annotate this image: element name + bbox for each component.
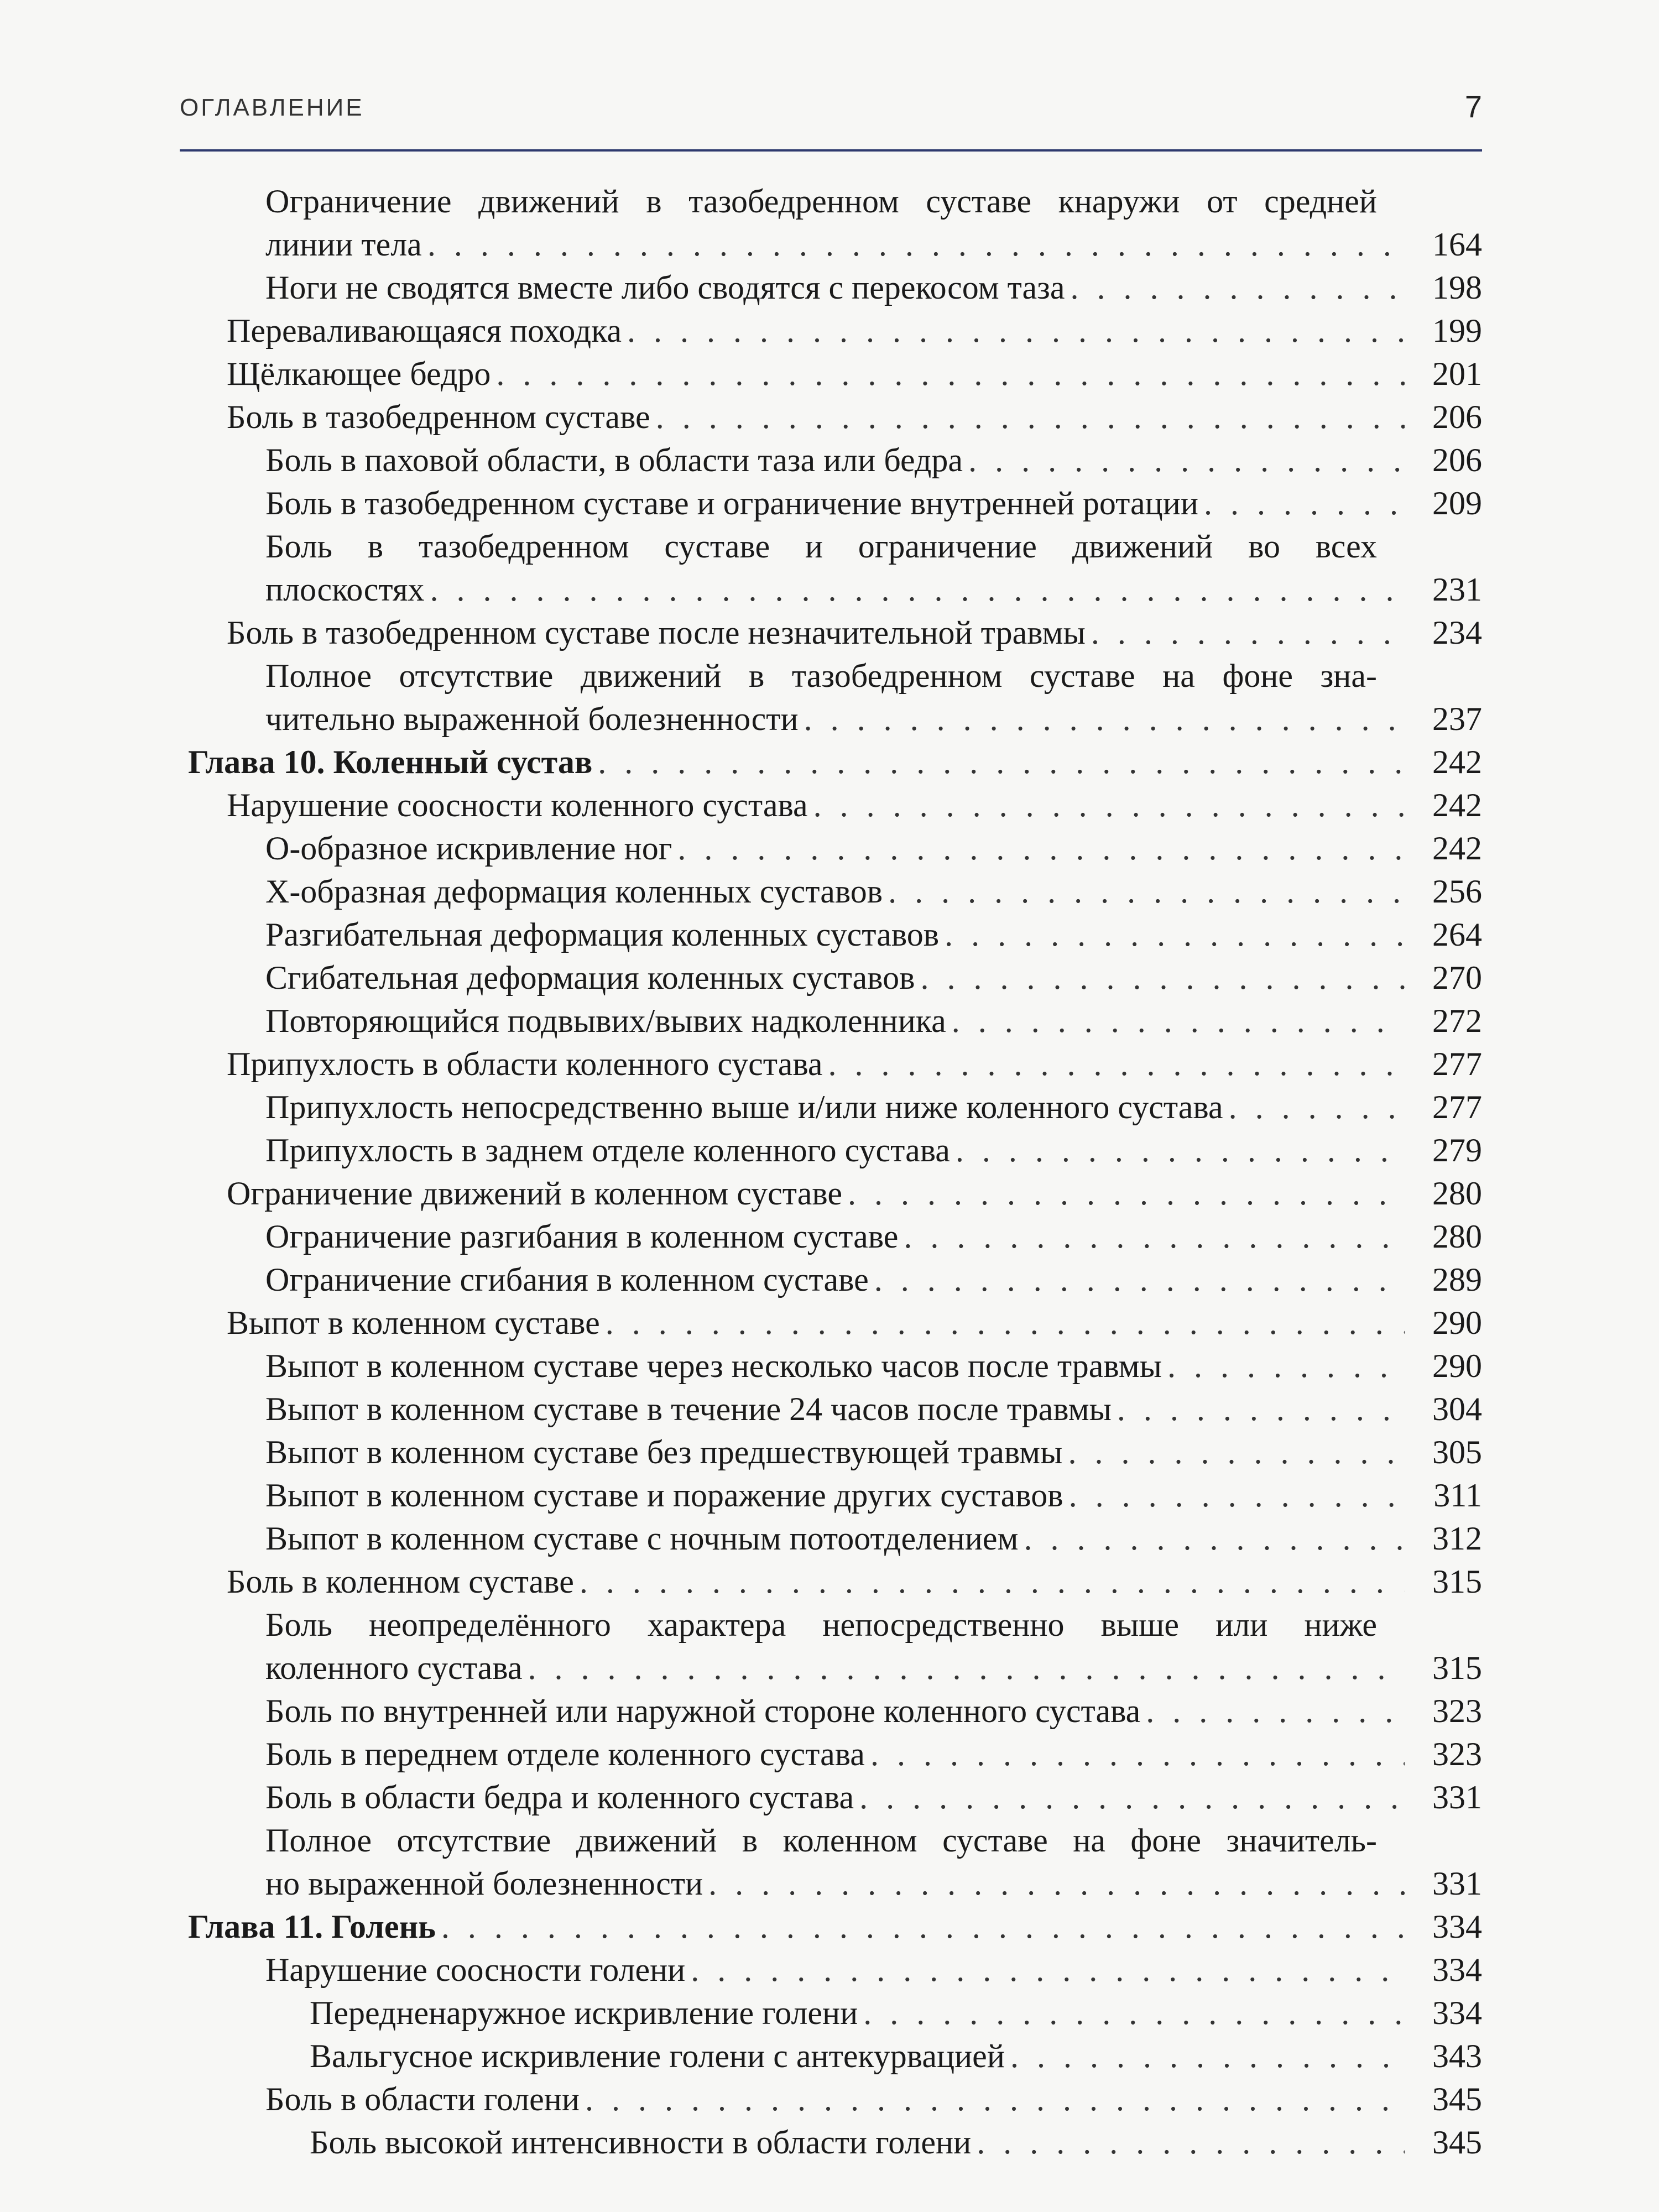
toc-entry-title: Полное отсутствие движений в коленном суставе на фоне значитель-: [265, 1822, 1377, 1859]
toc-page-number: 315: [1432, 1563, 1482, 1600]
toc-page-number: 256: [1432, 873, 1482, 910]
dot-leader: [677, 827, 1405, 870]
toc-entry-line: [265, 266, 1482, 309]
toc-entry: [188, 1560, 1482, 1603]
toc-entry: [188, 1948, 1482, 1991]
toc-entry-line: [265, 1733, 1482, 1776]
toc-page-number: 206: [1432, 442, 1482, 478]
toc-entry-line: [265, 1387, 1482, 1431]
dot-leader: [427, 223, 1405, 266]
dot-leader: [708, 1862, 1405, 1905]
toc-entry: [188, 1129, 1482, 1172]
toc-entry-title: линии тела: [265, 226, 422, 263]
dot-leader: [1069, 1474, 1405, 1517]
toc-entry: [188, 395, 1482, 439]
toc-page-number: 334: [1432, 1952, 1482, 1988]
toc-entry-line: [265, 870, 1482, 913]
running-head: ОГЛАВЛЕНИЕ: [180, 94, 364, 121]
toc-entry-line: [265, 1689, 1482, 1733]
toc-page-number: 277: [1432, 1089, 1482, 1125]
toc-entry-line: [227, 784, 1482, 827]
toc-entry: [188, 266, 1482, 309]
dot-leader: [606, 1301, 1405, 1344]
toc-entry: [188, 654, 1482, 740]
toc-entry-title: Боль в тазобедренном суставе: [227, 399, 650, 435]
toc-page-number: 290: [1432, 1348, 1482, 1384]
toc-entry-title: Боль в коленном суставе: [227, 1563, 574, 1600]
toc-entry-title: Переваливающаяся походка: [227, 312, 622, 349]
toc-entry: [188, 1733, 1482, 1776]
toc-entry: [188, 1689, 1482, 1733]
dot-leader: [828, 1042, 1405, 1086]
toc-chapter: [188, 1905, 1482, 1948]
table-of-contents: [188, 180, 1482, 2164]
toc-entry-title: Ограничение разгибания в коленном суставе: [265, 1218, 899, 1255]
toc-entry: [188, 439, 1482, 482]
toc-page-number: 206: [1432, 399, 1482, 435]
toc-page-number: 164: [1432, 226, 1482, 263]
toc-entry-line: [265, 1344, 1482, 1387]
toc-entry-title: Боль в паховой области, в области таза или бедра: [265, 442, 963, 478]
toc-entry-title: Боль высокой интенсивности в области голени: [310, 2124, 972, 2161]
toc-entry-line: [227, 1042, 1482, 1086]
toc-entry-title: Х-образная деформация коленных суставов: [265, 873, 883, 910]
toc-page-number: 343: [1432, 2038, 1482, 2074]
toc-entry: [188, 1172, 1482, 1215]
dot-leader: [859, 1776, 1405, 1819]
toc-entry-title: Сгибательная деформация коленных суставов: [265, 959, 915, 996]
toc-entry: [188, 1603, 1482, 1689]
toc-entry-line: [310, 1991, 1482, 2034]
toc-entry-line: [265, 654, 1482, 697]
dot-leader: [1229, 1086, 1405, 1129]
dot-leader: [496, 352, 1405, 395]
toc-page-number: 270: [1432, 959, 1482, 996]
toc-entry-title: Боль в тазобедренном суставе после незначительной травмы: [227, 614, 1086, 651]
toc-entry-line: [265, 1603, 1482, 1646]
toc-entry-line: [265, 999, 1482, 1042]
toc-entry: [188, 1776, 1482, 1819]
dot-leader: [1204, 482, 1405, 525]
toc-entry-line: [188, 740, 1482, 784]
dot-leader: [952, 999, 1405, 1042]
toc-entry-title: чительно выраженной болезненности: [265, 701, 799, 737]
toc-entry: [188, 1042, 1482, 1086]
toc-entry-line: [265, 1474, 1482, 1517]
dot-leader: [956, 1129, 1405, 1172]
toc-entry-title: Боль в области бедра и коленного сустава: [265, 1779, 854, 1815]
toc-entry-title: Полное отсутствие движений в тазобедренном суставе на фоне зна-: [265, 658, 1377, 694]
toc-page-number: 331: [1432, 1779, 1482, 1815]
toc-entry-line: [310, 2034, 1482, 2078]
toc-entry-title: Боль в области голени: [265, 2081, 580, 2117]
dot-leader: [1068, 1431, 1405, 1474]
toc-entry-line: [265, 1258, 1482, 1301]
dot-leader: [1146, 1689, 1405, 1733]
toc-entry-title: Передненаружное искривление голени: [310, 1995, 858, 2031]
toc-entry: [188, 1258, 1482, 1301]
toc-entry-line: [265, 1431, 1482, 1474]
toc-page-number: 323: [1432, 1736, 1482, 1772]
toc-entry-title: Выпот в коленном суставе в течение 24 часов после травмы: [265, 1391, 1112, 1427]
toc-entry-line: [265, 1948, 1482, 1991]
toc-page-number: 209: [1432, 485, 1482, 521]
toc-entry-title: плоскостях: [265, 571, 425, 608]
dot-leader: [1070, 266, 1405, 309]
header-rule: [180, 149, 1482, 152]
toc-entry-title: Выпот в коленном суставе: [227, 1305, 600, 1341]
toc-page-number: 237: [1432, 701, 1482, 737]
toc-page-number: 264: [1432, 916, 1482, 953]
toc-entry-line: [265, 439, 1482, 482]
toc-entry-line: [265, 482, 1482, 525]
toc-entry-title: О-образное искривление ног: [265, 830, 672, 867]
toc-entry: [188, 1517, 1482, 1560]
dot-leader: [804, 697, 1405, 740]
toc-entry: [188, 956, 1482, 999]
toc-entry: [188, 180, 1482, 266]
toc-entry-title: Припухлость в заднем отделе коленного сустава: [265, 1132, 950, 1168]
toc-entry-line: [265, 1776, 1482, 1819]
toc-entry-line: [265, 1646, 1482, 1689]
dot-leader: [848, 1172, 1405, 1215]
toc-entry-title: Нарушение соосности голени: [265, 1952, 686, 1988]
toc-entry-title: Ограничение сгибания в коленном суставе: [265, 1261, 869, 1298]
toc-entry-line: [265, 223, 1482, 266]
dot-leader: [627, 309, 1405, 352]
toc-entry-title: Выпот в коленном суставе через несколько часов после травмы: [265, 1348, 1162, 1384]
toc-entry: [188, 2078, 1482, 2121]
toc-page-number: 334: [1432, 1908, 1482, 1945]
toc-entry-line: [227, 352, 1482, 395]
toc-entry-title: Боль в переднем отделе коленного сустава: [265, 1736, 865, 1772]
dot-leader: [863, 1991, 1405, 2034]
dot-leader: [977, 2121, 1405, 2164]
toc-page-number: 242: [1432, 787, 1482, 823]
dot-leader: [598, 740, 1405, 784]
toc-entry-title: Глава 11. Голень: [188, 1908, 436, 1945]
toc-entry-line: [265, 1819, 1482, 1862]
toc-entry-line: [265, 2078, 1482, 2121]
dot-leader: [870, 1733, 1405, 1776]
toc-entry-title: Выпот в коленном суставе без предшествующей травмы: [265, 1434, 1063, 1470]
toc-entry: [188, 1387, 1482, 1431]
toc-entry-title: но выраженной болезненности: [265, 1865, 703, 1902]
dot-leader: [580, 1560, 1405, 1603]
toc-entry-title: Боль в тазобедренном суставе и ограничение внутренней ротации: [265, 485, 1199, 521]
dot-leader: [1167, 1344, 1405, 1387]
toc-entry-line: [265, 913, 1482, 956]
toc-entry: [188, 525, 1482, 611]
toc-page-number: 312: [1432, 1520, 1482, 1557]
toc-entry: [188, 784, 1482, 827]
toc-entry-title: Выпот в коленном суставе и поражение других суставов: [265, 1477, 1063, 1514]
toc-entry-line: [227, 611, 1482, 654]
toc-entry-line: [265, 180, 1482, 223]
toc-entry-line: [265, 1086, 1482, 1129]
dot-leader: [1117, 1387, 1405, 1431]
toc-entry-title: Ограничение движений в тазобедренном суставе кнаружи от средней: [265, 183, 1377, 220]
toc-entry-line: [265, 1862, 1482, 1905]
toc-page-number: 198: [1432, 269, 1482, 306]
toc-entry-line: [265, 1517, 1482, 1560]
toc-page-number: 201: [1432, 356, 1482, 392]
toc-entry: [188, 870, 1482, 913]
toc-entry-title: Вальгусное искривление голени с антекурвацией: [310, 2038, 1005, 2074]
toc-entry-line: [227, 1172, 1482, 1215]
toc-entry-title: Выпот в коленном суставе с ночным потоотделением: [265, 1520, 1019, 1557]
toc-entry-title: Глава 10. Коленный сустав: [188, 744, 593, 780]
dot-leader: [920, 956, 1405, 999]
toc-entry: [188, 1819, 1482, 1905]
toc-chapter: [188, 740, 1482, 784]
dot-leader: [1091, 611, 1405, 654]
dot-leader: [945, 913, 1405, 956]
toc-entry: [188, 352, 1482, 395]
toc-entry: [188, 482, 1482, 525]
dot-leader: [1010, 2034, 1405, 2078]
toc-entry: [188, 1086, 1482, 1129]
toc-entry-line: [227, 1560, 1482, 1603]
toc-entry: [188, 1431, 1482, 1474]
toc-page-number: 345: [1432, 2124, 1482, 2161]
toc-entry-title: Повторяющийся подвывих/вывих надколенника: [265, 1003, 946, 1039]
toc-entry: [188, 1301, 1482, 1344]
toc-entry-line: [188, 1905, 1482, 1948]
toc-entry: [188, 309, 1482, 352]
toc-page-number: 242: [1432, 830, 1482, 867]
toc-entry-line: [265, 568, 1482, 611]
toc-entry-line: [265, 525, 1482, 568]
toc-entry: [188, 827, 1482, 870]
toc-page-number: 279: [1432, 1132, 1482, 1168]
toc-page-number: 304: [1432, 1391, 1482, 1427]
toc-page-number: 231: [1432, 571, 1482, 608]
toc-page-number: 199: [1432, 312, 1482, 349]
dot-leader: [528, 1646, 1405, 1689]
toc-entry-line: [265, 956, 1482, 999]
toc-page-number: 315: [1432, 1650, 1482, 1686]
dot-leader: [968, 439, 1405, 482]
toc-entry: [188, 611, 1482, 654]
toc-entry-line: [310, 2121, 1482, 2164]
toc-entry-title: Боль в тазобедренном суставе и ограничение движений во всех: [265, 528, 1377, 565]
toc-page-number: 334: [1432, 1995, 1482, 2031]
toc-page-number: 280: [1432, 1175, 1482, 1212]
dot-leader: [430, 568, 1405, 611]
toc-entry-line: [265, 697, 1482, 740]
dot-leader: [904, 1215, 1405, 1258]
dot-leader: [691, 1948, 1405, 1991]
toc-page-number: 305: [1432, 1434, 1482, 1470]
toc-entry-title: коленного сустава: [265, 1650, 523, 1686]
dot-leader: [888, 870, 1405, 913]
page-number: 7: [1464, 89, 1482, 124]
toc-entry: [188, 913, 1482, 956]
toc-page-number: 289: [1432, 1261, 1482, 1298]
toc-entry-title: Разгибательная деформация коленных суставов: [265, 916, 940, 953]
toc-page-number: 323: [1432, 1693, 1482, 1729]
toc-entry: [188, 1991, 1482, 2034]
dot-leader: [441, 1905, 1405, 1948]
toc-entry-line: [265, 827, 1482, 870]
dot-leader: [1024, 1517, 1405, 1560]
toc-entry-line: [265, 1129, 1482, 1172]
toc-entry: [188, 1344, 1482, 1387]
toc-page-number: 277: [1432, 1046, 1482, 1082]
toc-page-number: 345: [1432, 2081, 1482, 2117]
toc-entry-title: Припухлость в области коленного сустава: [227, 1046, 823, 1082]
dot-leader: [874, 1258, 1405, 1301]
toc-entry-title: Припухлость непосредственно выше и/или ниже коленного сустава: [265, 1089, 1223, 1125]
toc-entry: [188, 999, 1482, 1042]
toc-entry-line: [227, 1301, 1482, 1344]
toc-entry: [188, 2121, 1482, 2164]
toc-page-number: 242: [1432, 744, 1482, 780]
toc-page-number: 290: [1432, 1305, 1482, 1341]
toc-page-number: 311: [1433, 1477, 1482, 1514]
dot-leader: [656, 395, 1405, 439]
toc-page-number: 331: [1432, 1865, 1482, 1902]
toc-entry-line: [265, 1215, 1482, 1258]
toc-entry-title: Нарушение соосности коленного сустава: [227, 787, 808, 823]
dot-leader: [585, 2078, 1405, 2121]
toc-entry-title: Щёлкающее бедро: [227, 356, 491, 392]
toc-entry-title: Боль неопределённого характера непосредственно выше или ниже: [265, 1606, 1377, 1643]
toc-page-number: 234: [1432, 614, 1482, 651]
toc-entry-line: [227, 309, 1482, 352]
toc-entry: [188, 2034, 1482, 2078]
toc-entry-title: Боль по внутренней или наружной стороне коленного сустава: [265, 1693, 1141, 1729]
toc-entry-title: Ограничение движений в коленном суставе: [227, 1175, 842, 1212]
toc-entry: [188, 1215, 1482, 1258]
dot-leader: [813, 784, 1405, 827]
toc-entry-title: Ноги не сводятся вместе либо сводятся с перекосом таза: [265, 269, 1065, 306]
toc-page-number: 280: [1432, 1218, 1482, 1255]
toc-entry: [188, 1474, 1482, 1517]
toc-entry-line: [227, 395, 1482, 439]
toc-page-number: 272: [1432, 1003, 1482, 1039]
page-header: [180, 88, 1482, 133]
